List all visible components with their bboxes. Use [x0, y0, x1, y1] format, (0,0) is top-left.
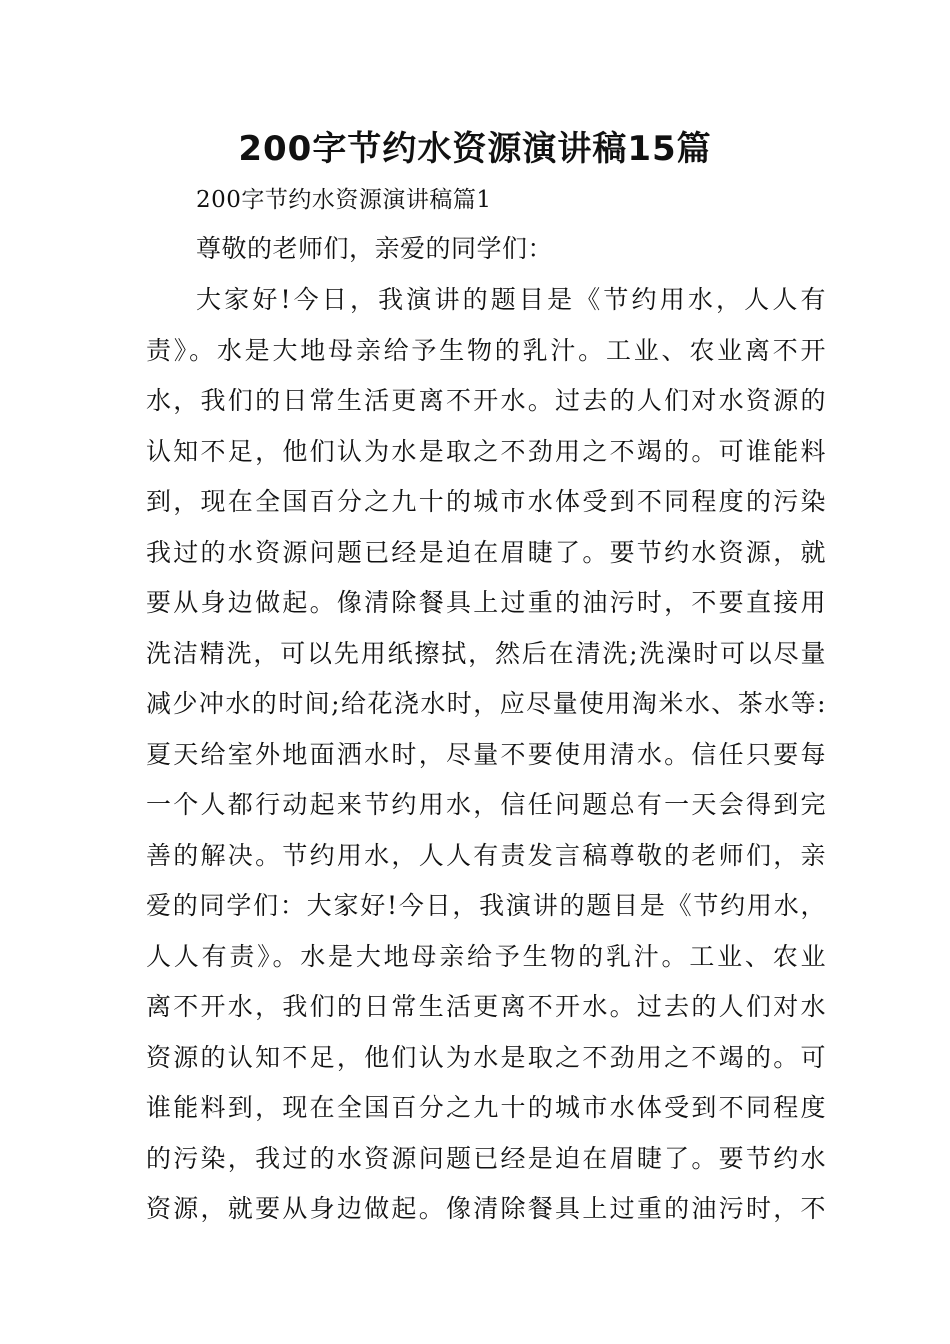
document-title: 200字节约水资源演讲稿15篇 — [238, 129, 712, 169]
paragraph-line: 水，我们的日常生活更离不开水。过去的人们对水资源的 — [146, 386, 826, 415]
salutation: 尊敬的老师们，亲爱的同学们： — [196, 234, 554, 263]
paragraph-line: 减少冲水的时间;给花浇水时，应尽量使用淘米水、茶水等: — [146, 689, 826, 718]
paragraph-line: 人人有责》。水是大地母亲给予生物的乳汁。工业、农业 — [146, 942, 826, 971]
paragraph-line: 洗洁精洗，可以先用纸擦拭，然后在清洗;洗澡时可以尽量 — [146, 639, 826, 668]
paragraph-line: 资源，就要从身边做起。像清除餐具上过重的油污时，不 — [146, 1194, 826, 1223]
paragraph-line: 离不开水，我们的日常生活更离不开水。过去的人们对水 — [146, 992, 826, 1021]
paragraph-line: 的污染，我过的水资源问题已经是迫在眉睫了。要节约水 — [146, 1144, 826, 1173]
paragraph-line: 我过的水资源问题已经是迫在眉睫了。要节约水资源，就 — [146, 538, 826, 567]
paragraph-line: 责》。水是大地母亲给予生物的乳汁。工业、农业离不开 — [146, 336, 826, 365]
paragraph-line: 认知不足，他们认为水是取之不劲用之不竭的。可谁能料 — [146, 437, 826, 466]
paragraph-line: 爱的同学们：大家好!今日，我演讲的题目是《节约用水， — [146, 891, 826, 920]
paragraph-line: 夏天给室外地面洒水时，尽量不要使用清水。信任只要每 — [146, 740, 826, 769]
section-heading: 200字节约水资源演讲稿篇1 — [196, 187, 492, 213]
paragraph-line: 善的解决。节约用水，人人有责发言稿尊敬的老师们，亲 — [146, 841, 826, 870]
paragraph-line: 一个人都行动起来节约用水，信任问题总有一天会得到完 — [146, 790, 826, 819]
paragraph-line: 到，现在全国百分之九十的城市水体受到不同程度的污染 — [146, 487, 826, 516]
paragraph-line: 大家好!今日，我演讲的题目是《节约用水，人人有 — [196, 285, 826, 314]
paragraph-line: 要从身边做起。像清除餐具上过重的油污时，不要直接用 — [146, 588, 826, 617]
paragraph-line: 资源的认知不足，他们认为水是取之不劲用之不竭的。可 — [146, 1043, 826, 1072]
paragraph-line: 谁能料到，现在全国百分之九十的城市水体受到不同程度 — [146, 1093, 826, 1122]
